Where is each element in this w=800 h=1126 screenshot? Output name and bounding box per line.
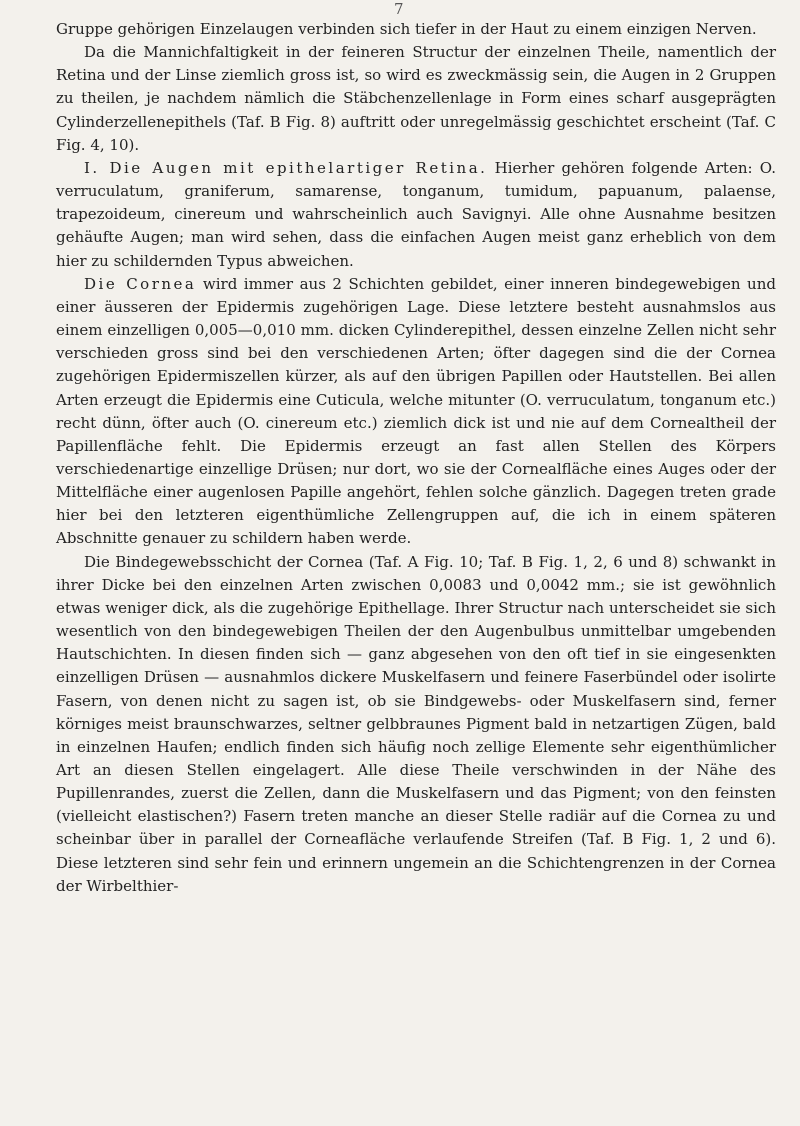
section-one-text: Hierher gehören folgende Arten: O. verruculatum, graniferum, samarense, tonganum, tumidum, papuanum, palaense, trapezoideum, cinereum und wahrscheinlich auch Savignyi. Alle ohne Ausnahme besitzen gehäufte Augen; man wird sehen, dass die einfachen Augen meist ganz erheblich von dem hier zu schildernden Typus abweichen. xyxy=(56,158,776,270)
page-number: 7 xyxy=(394,0,404,18)
cornea-heading: Die Cornea xyxy=(84,274,197,293)
paragraph-connective-tissue: Die Bindegewebsschicht der Cornea (Taf. A Fig. 10; Taf. B Fig. 1, 2, 6 und 8) schwankt in ihrer Dicke bei den einzelnen Arten zwischen 0,0083 und 0,0042 mm.; sie ist gewöhnlich etwas weniger dick, als die zugehörige Epithellage. Ihrer Structur nach unterscheidet sie sich wesentlich von den bindegewebigen Theilen der den Augenbulbus unmittelbar umgebenden Hautschichten. In diesen finden sich — ganz abgesehen von den oft tief in sie eingesenkten einzelligen Drüsen — ausnahmlos dickere Muskelfasern und feinere Faserbündel oder isolirte Fasern, von denen nicht zu sagen ist, ob sie Bindgewebs- oder Muskelfasern sind, ferner körniges meist braunschwarzes, seltner gelbbraunes Pigment bald in netzartigen Zügen, bald in einzelnen Haufen; endlich finden sich häufig noch zellige Elemente sehr eigenthümlicher Art an diesen Stellen eingelagert. Alle diese Theile verschwinden in der Nähe des Pupillenrandes, zuerst die Zellen, dann die Muskelfasern und das Pigment; von den feinsten (vielleicht elastischen?) Fasern treten manche an dieser Stelle radiär auf die Cornea zu und scheinbar über in parallel der Corneafläche verlaufende Streifen (Taf. B Fig. 1, 2 und 6). Diese letzteren sind sehr fein und erinnern ungemein an die Schichtengrenzen in der Cornea der Wirbelthier- xyxy=(56,552,776,895)
paragraph-cornea xyxy=(56,273,776,551)
paragraph-intro: Da die Mannichfaltigkeit in der feineren Structur der einzelnen Theile, namentlich der Retina und der Linse ziemlich gross ist, so wird es zweckmässig sein, die Augen in 2 Gruppen zu theilen, je nachdem nämlich die Stäbchenzellenlage in Form eines scharf ausgeprägten Cylinderzellenepithels (Taf. B Fig. 8) auftritt oder unregelmässig geschichtet erscheint (Taf. C Fig. 4, 10). xyxy=(56,43,776,154)
paragraph-section-one xyxy=(56,157,776,273)
paragraph-continuation: Gruppe gehörigen Einzelaugen verbinden sich tiefer in der Haut zu einem einzigen Nerven. xyxy=(56,20,757,38)
body-text xyxy=(56,18,776,898)
cornea-text: wird immer aus 2 Schichten gebildet, einer inneren bindegewebigen und einer äusseren der Epidermis zugehörigen Lage. Diese letztere besteht ausnahmslos aus einem einzelligen 0,005—0,010 mm. dicken Cylinderepithel, dessen einzelne Zellen nicht sehr verschieden gross sind bei den verschiedenen Arten; öfter dagegen sind die der Cornea zugehörigen Epidermiszellen kürzer, als auf den übrigen Papillen oder Hautstellen. Bei allen Arten erzeugt die Epidermis eine Cuticula, welche mitunter (O. verruculatum, tonganum etc.) recht dünn, öfter auch (O. cinereum etc.) ziemlich dick ist und nie auf dem Cornealtheil der Papillenfläche fehlt. Die Epidermis erzeugt an fast allen Stellen des Körpers verschiedenartige einzellige Drüsen; nur dort, wo sie der Cornealfläche eines Auges oder der Mittelfläche einer augenlosen Papille angehört, fehlen solche gänzlich. Dagegen treten grade hier bei den letzteren eigenthümliche Zellengruppen auf, die ich in einem späteren Abschnitte genauer zu schildern haben werde. xyxy=(56,274,776,548)
section-heading: I. Die Augen mit epithelartiger Retina. xyxy=(84,158,488,177)
